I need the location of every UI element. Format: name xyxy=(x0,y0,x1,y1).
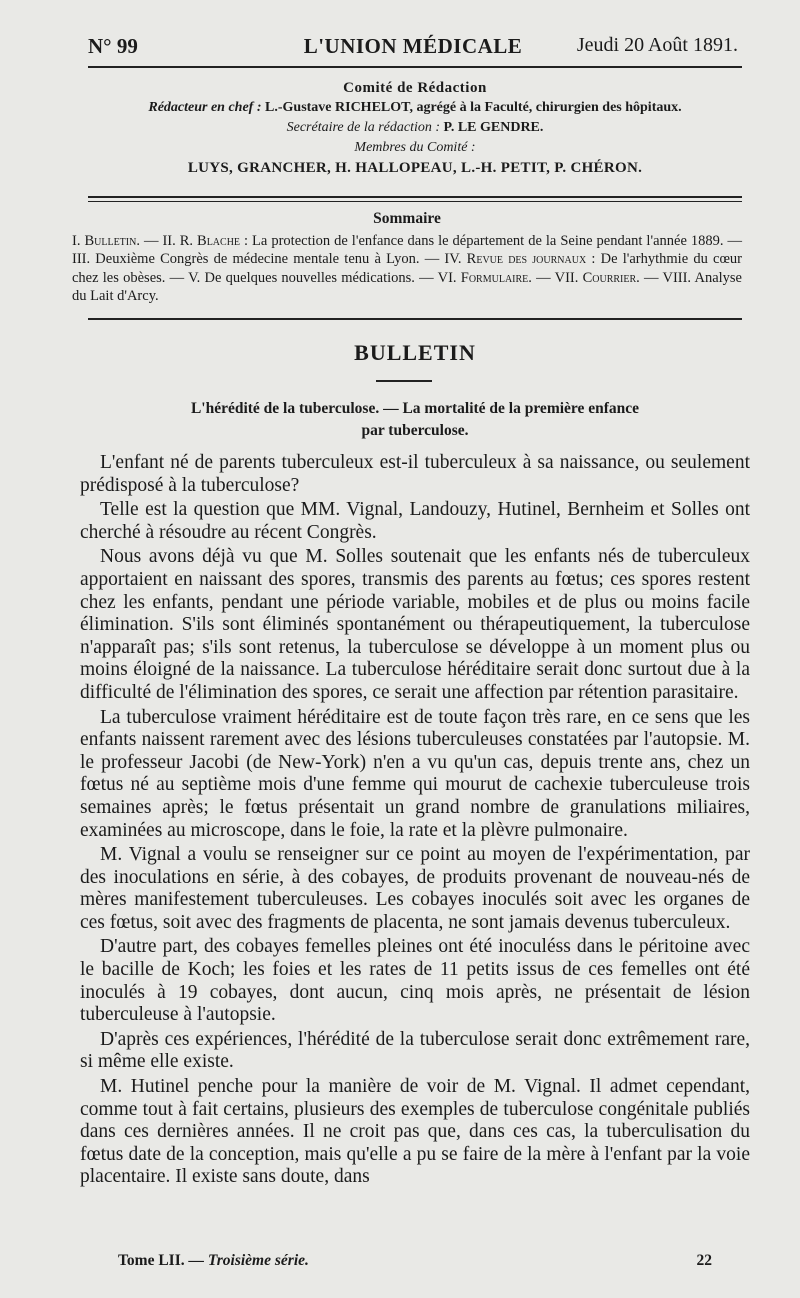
header-rule xyxy=(88,66,742,68)
committee-rule-thin xyxy=(88,201,742,202)
section-heading: BULLETIN xyxy=(354,340,476,365)
heading-rule xyxy=(376,380,432,382)
secretary xyxy=(88,118,742,138)
article-title-line: par tuberculose. xyxy=(361,422,469,439)
paragraph: D'après ces expériences, l'hérédité de la tuberculose serait donc extrêmement rare, si même elle existe. xyxy=(80,1028,750,1073)
contents-text: : De l'arhythmie du cœur chez les obèses. — V. De quelques nouvelles médications. — VI. xyxy=(72,251,742,286)
series-label: — Troisième série. xyxy=(188,1252,309,1269)
contents-text: — II. R. xyxy=(139,232,198,249)
secretary-name: P. LE GENDRE. xyxy=(443,120,544,135)
contents-text: — VIII. Analyse du Lait d'Arcy. xyxy=(72,269,742,304)
page-number: 22 xyxy=(696,1252,712,1269)
editor-in-chief xyxy=(88,98,742,118)
contents-text: : La protection de l'enfance dans le département de la Seine pendant l'année 1889. — III. Deuxième Congrès de médecine mentale tenu à Lyon. — IV. xyxy=(72,232,742,267)
committee-rule xyxy=(88,196,742,198)
contents-section: Bulletin. xyxy=(84,232,140,249)
contents-text: I. xyxy=(72,232,85,249)
contents-section: Formulaire. xyxy=(460,269,532,286)
article-title-line: L'hérédité de la tuberculose. — La mortalité de la première enfance xyxy=(190,400,640,417)
contents-text: — VII. xyxy=(531,269,583,286)
committee-title: Comité de Rédaction xyxy=(343,80,487,96)
editor-name: L.-Gustave RICHELOT, agrégé à la Faculté, chirurgien des hôpitaux. xyxy=(265,100,682,115)
running-header xyxy=(88,30,738,60)
issue-date: Jeudi 20 Août 1891. xyxy=(576,34,738,56)
article-body xyxy=(80,452,750,1191)
editorial-committee xyxy=(88,78,742,178)
members-label-line xyxy=(88,138,742,158)
paragraph: L'enfant né de parents tuberculeux est-il tuberculeux à sa naissance, ou seulement prédisposé à la tuberculose? xyxy=(80,452,750,496)
issue-number: N° 99 xyxy=(88,34,138,58)
paragraph: Nous avons déjà vu que M. Solles soutenait que les enfants nés de tuberculeux apportaient en naissant des spores, transmis des parents au fœtus; ces spores restent chez les enfants, pendant une période variable, mobiles et de plus ou moins facile élimination. S'ils sont éliminés spontanément ou thérapeutiquement, la tuberculose n'apparaît pas; s'ils sont retenus, la tuberculose se développe à un moment plus ou moins éloigné de la naissance. La tuberculose héréditaire serait donc surtout due à la difficulté de l'élimination des spores, ce serait une affection par rétention parasitaire. xyxy=(80,546,750,703)
paragraph: D'autre part, des cobayes femelles pleines ont été inoculéss dans le péritoine avec le bacille de Koch; les foies et les rates de 11 petits issus de ces femelles ont été inoculés à 19 cobayes, dont aucun, cinq mois après, ne présentait de lésion tuberculeuse à l'autopsie. xyxy=(80,936,750,1026)
paragraph: M. Hutinel penche pour la manière de voir de M. Vignal. Il admet cependant, comme tout à fait certains, plusieurs des exemples de tuberculose congénitale publiés dans ces dernières années. Il ne croit pas que, dans ces cas, la tuberculisation du fœtus date de la conception, mais qu'elle a pu se faire de la mère à l'enfant par la voie placentaire. Il existe sans doute, dans xyxy=(80,1076,750,1188)
contents-rule xyxy=(88,318,742,320)
contents-section: Revue des journaux xyxy=(466,251,587,267)
contents-author: Blache xyxy=(197,232,241,249)
committee-members: LUYS, GRANCHER, H. HALLOPEAU, L.-H. PETIT, P. CHÉRON. xyxy=(187,160,643,176)
table-of-contents xyxy=(72,210,742,306)
secretary-label: Secrétaire de la rédaction : xyxy=(286,120,441,135)
paragraph: La tuberculose vraiment héréditaire est de toute façon très rare, en ce sens que les enfants naissent rarement avec des lésions tuberculeuses constatées par l'autopsie. M. le professeur Jacobi (de New-York) n'en a vu qu'un cas, depuis trente ans, chez un fœtus né au septième mois d'une femme qui mourut de cachexie tuberculeuse trois semaines après; le fœtus présentait un grand nombre de granulations miliaires, examinées au microscope, dans le foie, la rate et la plèvre pulmonaire. xyxy=(80,706,750,841)
contents-section: Courrier. xyxy=(582,269,640,286)
article-title xyxy=(88,398,742,442)
contents-body xyxy=(72,232,742,306)
journal-title: L'UNION MÉDICALE xyxy=(303,34,523,58)
paragraph: Telle est la question que MM. Vignal, Landouzy, Hutinel, Bernheim et Solles ont cherché à résoudre au récent Congrès. xyxy=(80,499,750,543)
volume-info xyxy=(118,1252,309,1270)
editor-label: Rédacteur en chef : xyxy=(148,100,262,115)
paragraph: M. Vignal a voulu se renseigner sur ce point au moyen de l'expérimentation, par des inoculations en série, à des cobayes, de produits provenant de nouveau-nés de mères manifestement tuberculeuses. Les cobayes inoculés soit avec les organes de ces fœtus, soit avec des fragments de placenta, ne sont jamais devenus tuberculeux. xyxy=(80,844,750,933)
contents-title: Sommaire xyxy=(373,210,441,227)
volume-number: Tome LII. xyxy=(118,1252,185,1269)
members-label: Membres du Comité : xyxy=(354,140,476,155)
